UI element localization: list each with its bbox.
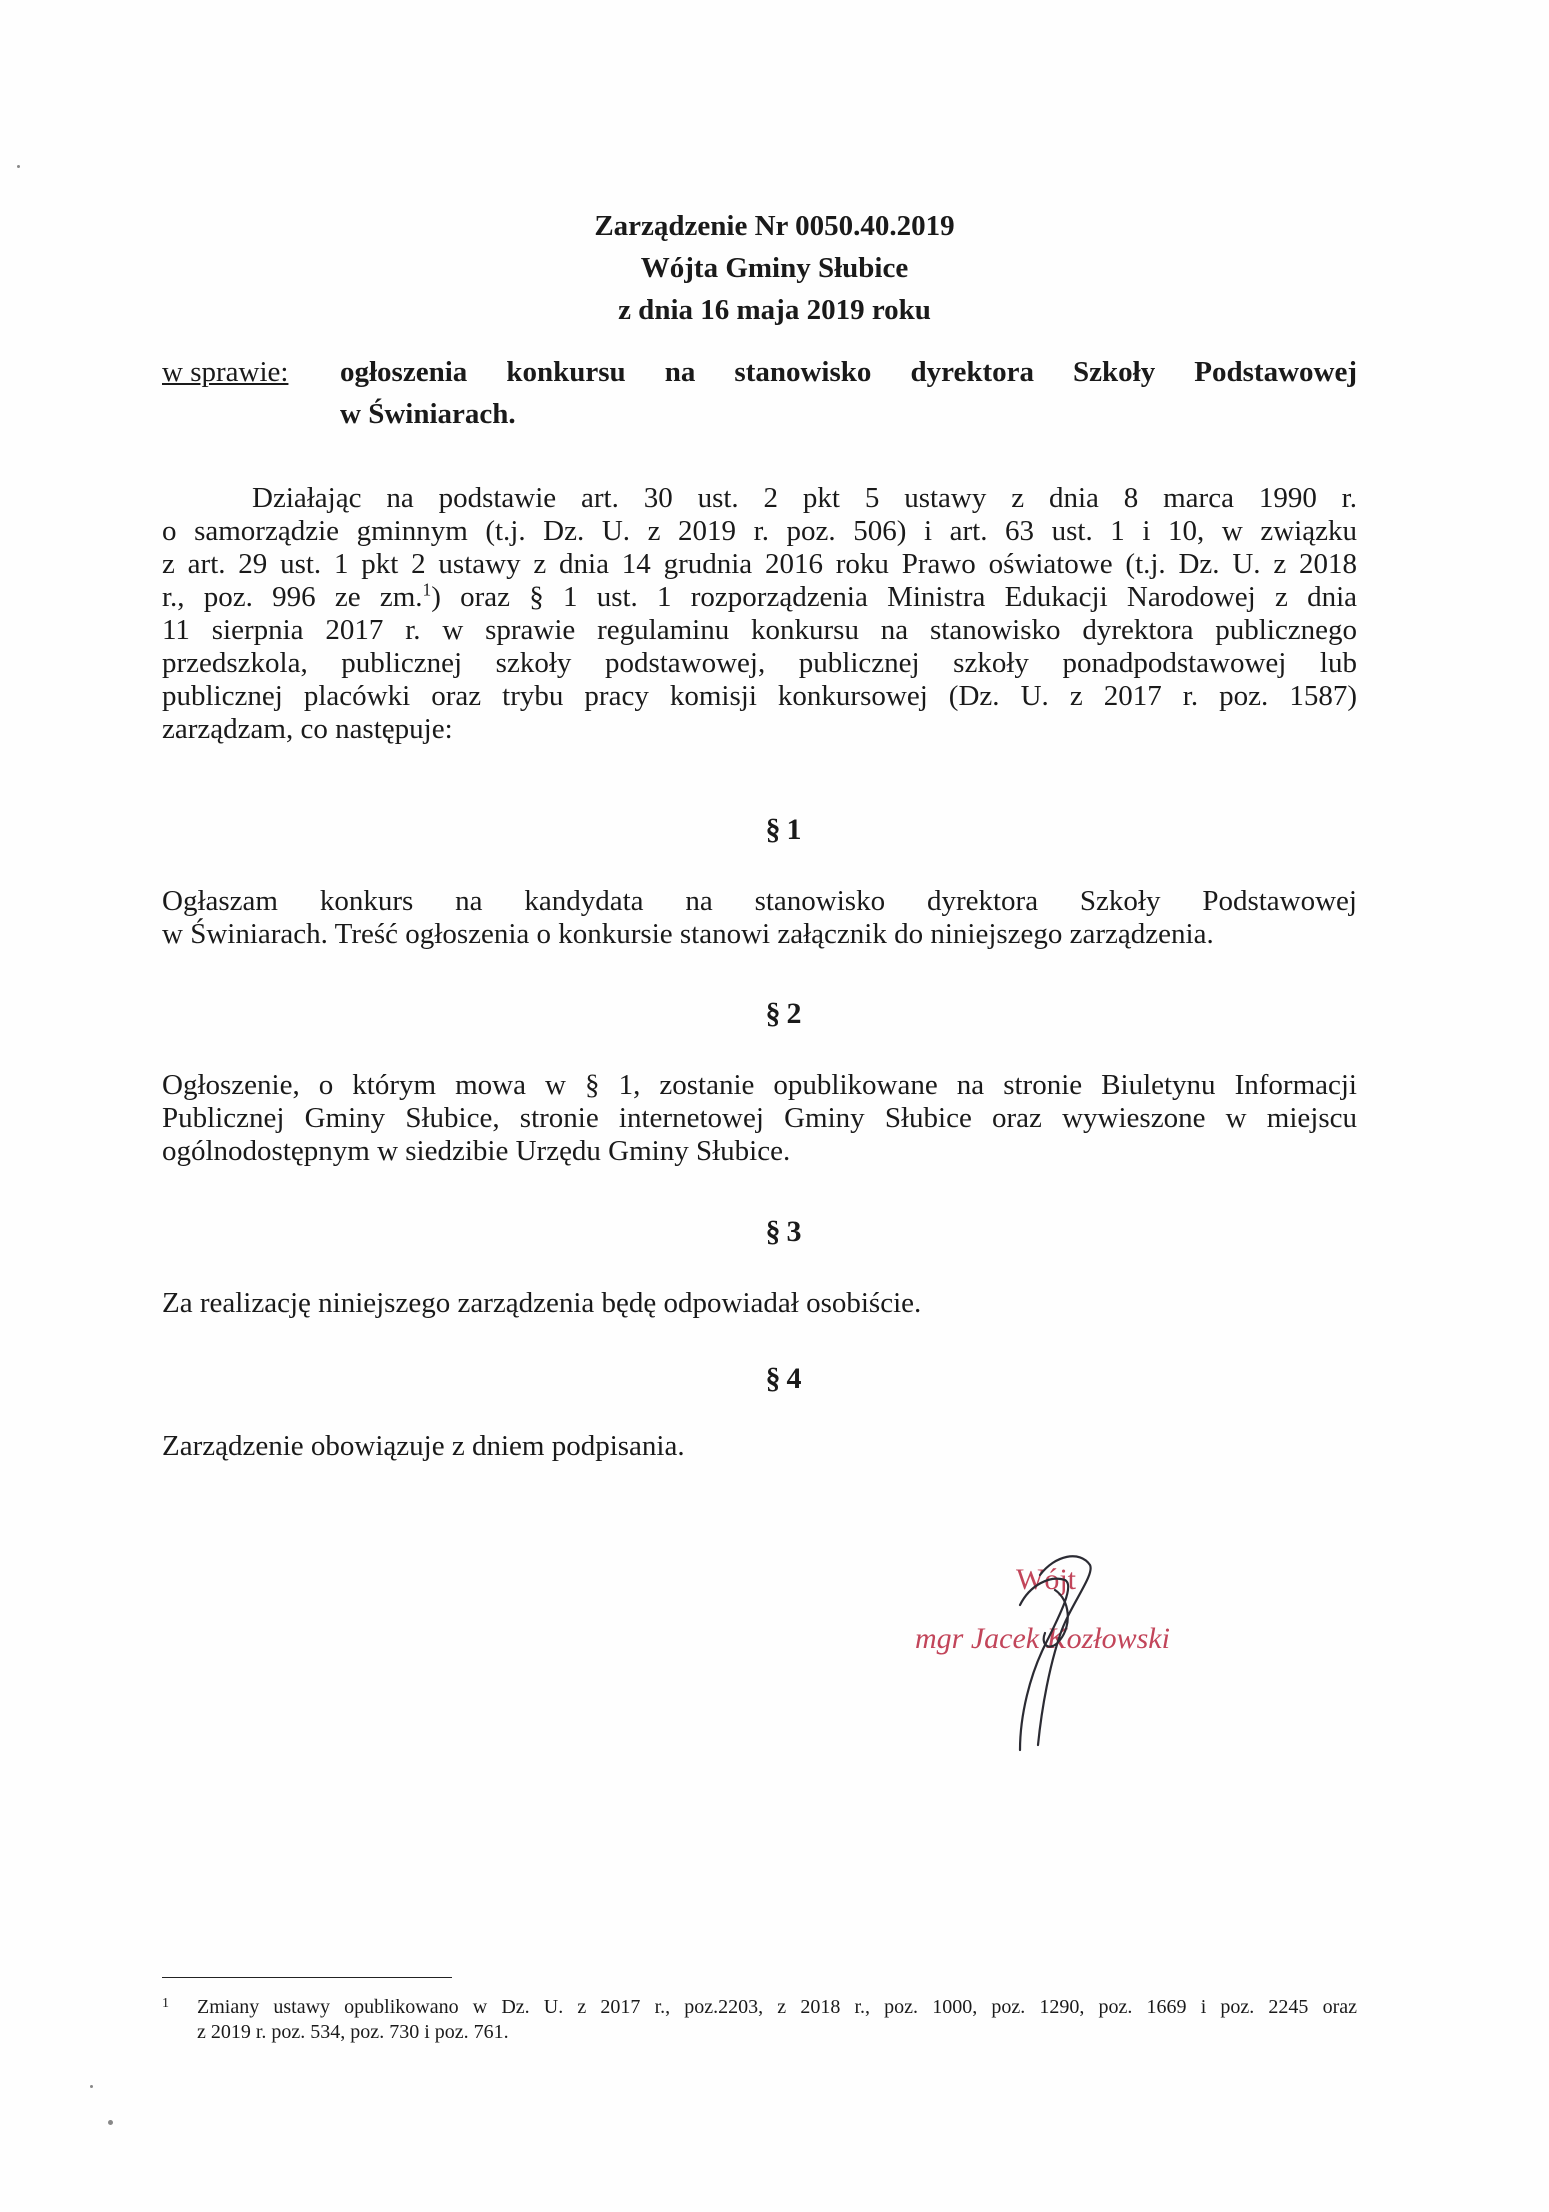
section-4-text — [162, 1430, 1357, 1463]
scan-speck — [90, 2085, 93, 2088]
preamble-line: zarządzam, co następuje: — [162, 713, 453, 745]
section-number: 2 — [786, 997, 802, 1030]
subject-text-line2: w Świniarach. — [340, 398, 516, 430]
section-line: Publicznej Gminy Słubice, stronie internetowej Gminy Słubice oraz wywieszone w miejscu — [162, 1102, 1357, 1134]
subject-text-line1: ogłoszenia konkursu na stanowisko dyrektora Szkoły Podstawowej — [340, 356, 1357, 388]
section-line: ogólnodostępnym w siedzibie Urzędu Gminy Słubice. — [162, 1135, 791, 1167]
section-4-heading — [0, 1362, 1549, 1396]
preamble-line — [162, 581, 1357, 614]
footnote-line: z 2019 r. poz. 534, poz. 730 i poz. 761. — [197, 2021, 509, 2043]
section-sign: § — [765, 1215, 781, 1248]
section-3-heading — [0, 1215, 1549, 1249]
preamble-line: Działając na podstawie art. 30 ust. 2 pkt 5 ustawy z dnia 8 marca 1990 r. — [252, 482, 1357, 514]
preamble-line-part: r., poz. 996 ze zm. — [162, 581, 423, 613]
section-line: Za realizację niniejszego zarządzenia będę odpowiadał osobiście. — [162, 1287, 922, 1319]
section-line: Zarządzenie obowiązuje z dniem podpisania. — [162, 1430, 685, 1462]
preamble-line-part: ) oraz § 1 ust. 1 rozporządzenia Ministra Edukacji Narodowej z dnia — [431, 581, 1357, 613]
section-2-heading — [0, 997, 1549, 1031]
handwritten-signature — [960, 1545, 1130, 1765]
preamble-line: 11 sierpnia 2017 r. w sprawie regulaminu konkursu na stanowisko dyrektora publicznego — [162, 614, 1357, 646]
stamp-title: Wójt — [1016, 1563, 1076, 1596]
section-sign: § — [765, 997, 781, 1030]
section-number: 4 — [786, 1362, 802, 1395]
footnote-separator — [162, 1977, 452, 1978]
preamble-line: o samorządzie gminnym (t.j. Dz. U. z 2019 r. poz. 506) i art. 63 ust. 1 i 10, w związku — [162, 515, 1357, 547]
preamble — [162, 482, 1357, 746]
section-3-text — [162, 1287, 1357, 1320]
footnote — [162, 1995, 1357, 2045]
preamble-line: z art. 29 ust. 1 pkt 2 ustawy z dnia 14 grudnia 2016 roku Prawo oświatowe (t.j. Dz. U. z 2018 — [162, 548, 1357, 580]
scan-speck — [108, 2120, 113, 2125]
ordinance-number: Zarządzenie Nr 0050.40.2019 — [594, 210, 955, 242]
issuer: Wójta Gminy Słubice — [640, 252, 909, 284]
section-line: Ogłoszenie, o którym mowa w § 1, zostanie opublikowane na stronie Biuletynu Informacji — [162, 1069, 1357, 1101]
document-header — [0, 205, 1549, 331]
section-2-text — [162, 1069, 1357, 1168]
stamp-name: mgr Jacek Kozłowski — [915, 1622, 1170, 1655]
section-line: Ogłaszam konkurs na kandydata na stanowisko dyrektora Szkoły Podstawowej — [162, 885, 1357, 917]
section-line: w Świniarach. Treść ogłoszenia o konkursie stanowi załącznik do niniejszego zarządzenia. — [162, 918, 1214, 950]
subject-label: w sprawie: — [162, 356, 289, 388]
footnote-number: 1 — [162, 1996, 169, 2011]
ordinance-date: z dnia 16 maja 2019 roku — [618, 294, 931, 326]
subject-block — [162, 351, 1357, 435]
section-1-text — [162, 885, 1357, 951]
section-number: 1 — [786, 813, 802, 846]
section-1-heading — [0, 813, 1549, 847]
scan-speck — [17, 165, 20, 168]
section-sign: § — [765, 813, 781, 846]
footnote-line: Zmiany ustawy opublikowano w Dz. U. z 2017 r., poz.2203, z 2018 r., poz. 1000, poz. 1290, poz. 1669 i poz. 2245 oraz — [197, 1996, 1357, 2018]
preamble-line: publicznej placówki oraz trybu pracy komisji konkursowej (Dz. U. z 2017 r. poz. 1587) — [162, 680, 1357, 712]
section-number: 3 — [786, 1215, 802, 1248]
preamble-line: przedszkola, publicznej szkoły podstawowej, publicznej szkoły ponadpodstawowej lub — [162, 647, 1357, 679]
section-sign: § — [765, 1362, 781, 1395]
footnote-ref: 1 — [422, 579, 432, 600]
